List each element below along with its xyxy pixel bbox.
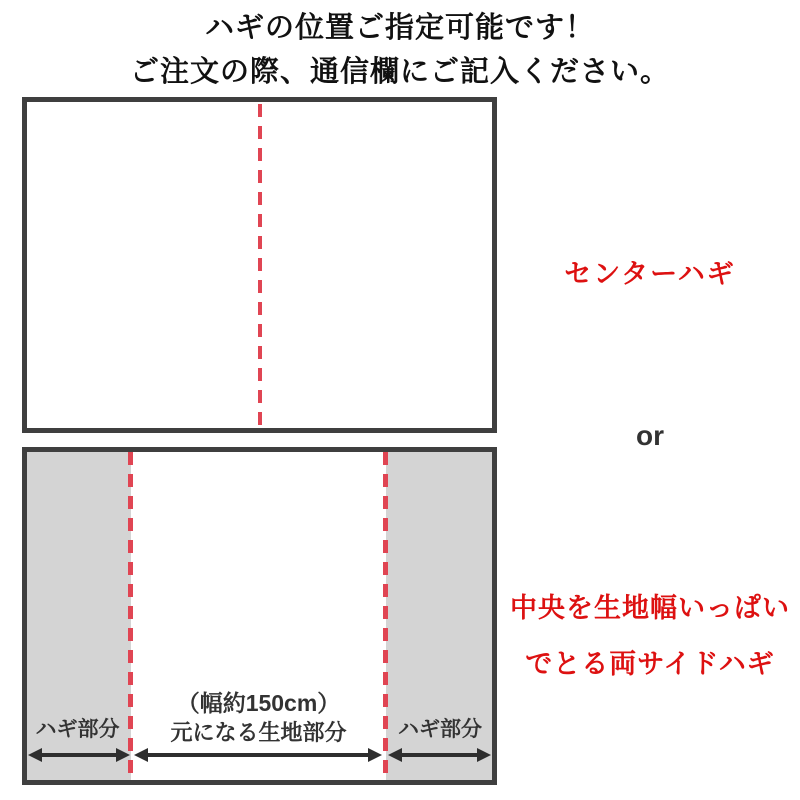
right-section-width-arrow	[388, 748, 491, 762]
left-section-label: ハギ部分	[35, 718, 120, 741]
header-line1: ハギの位置ご指定可能です！	[204, 12, 595, 44]
center-hagi-diagram	[22, 97, 497, 433]
center-seam-dashed-line	[258, 104, 262, 426]
arrow-head-right-icon	[116, 748, 130, 762]
header-line2: ご注文の際、通信欄にご記入ください。	[129, 56, 670, 88]
center-section-width-arrow	[134, 748, 382, 762]
center-hagi-label: センターハギ	[564, 259, 736, 289]
side-hagi-diagram-inner	[27, 452, 492, 780]
arrow-head-left-icon	[388, 748, 402, 762]
side-hagi-label	[500, 586, 800, 681]
arrow-head-right-icon	[477, 748, 491, 762]
side-hagi-label-line1: 中央を生地幅いっぱい	[510, 593, 790, 623]
arrow-head-left-icon	[28, 748, 42, 762]
right-section-label: ハギ部分	[398, 718, 482, 741]
side-hagi-label-line2: でとる両サイドハギ	[525, 649, 775, 679]
center-section-label: 元になる生地部分	[170, 720, 347, 745]
arrow-shaft	[148, 753, 368, 757]
side-hagi-diagram	[22, 447, 497, 785]
arrow-shaft	[402, 753, 477, 757]
center-section-width-label: （幅約150cm）	[176, 690, 341, 716]
arrow-head-left-icon	[134, 748, 148, 762]
or-separator: or	[636, 420, 664, 451]
arrow-shaft	[42, 753, 116, 757]
arrow-head-right-icon	[368, 748, 382, 762]
left-section-width-arrow	[28, 748, 130, 762]
header-text	[0, 6, 800, 94]
